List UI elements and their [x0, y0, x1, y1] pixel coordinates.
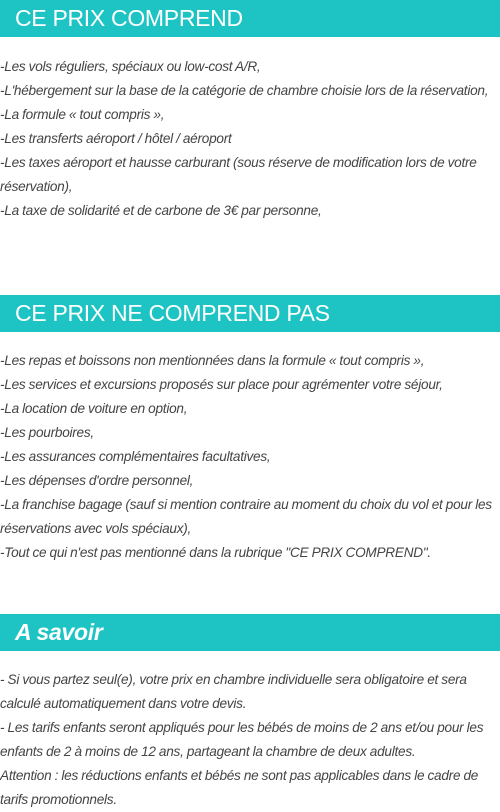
list-item: -La franchise bagage (sauf si mention contraire au moment du choix du vol et pour les réservations avec vols spéciaux), [0, 497, 492, 536]
list-item: -Les services et excursions proposés sur place pour agrémenter votre séjour, [0, 377, 443, 392]
list-item: -Tout ce qui n'est pas mentionné dans la rubrique "CE PRIX COMPREND". [0, 545, 431, 560]
list-item: -Les repas et boissons non mentionnées dans la formule « tout compris », [0, 353, 425, 368]
list-item: -Les pourboires, [0, 425, 94, 440]
good-to-know-list [0, 668, 500, 812]
list-item: -La formule « tout compris », [0, 107, 165, 122]
list-item: Attention : les réductions enfants et bébés ne sont pas applicables dans le cadre de tarifs promotionnels. [0, 768, 479, 807]
list-item: - Les tarifs enfants seront appliqués pour les bébés de moins de 2 ans et/ou pour les enfants de 2 à moins de 12 ans, partageant la chambre de deux adultes. [0, 720, 484, 759]
section-title-not-included: CE PRIX NE COMPREND PAS [15, 300, 330, 326]
list-item: -La taxe de solidarité et de carbone de 3€ par personne, [0, 203, 322, 218]
list-item: -Les taxes aéroport et hausse carburant (sous réserve de modification lors de votre réservation), [0, 155, 477, 194]
list-item: -L'hébergement sur la base de la catégorie de chambre choisie lors de la réservation, [0, 83, 489, 98]
list-item: -Les transferts aéroport / hôtel / aéroport [0, 131, 232, 146]
section-title-included: CE PRIX COMPREND [15, 5, 243, 31]
section-header-not-included [0, 295, 500, 332]
list-item: -Les dépenses d'ordre personnel, [0, 473, 194, 488]
section-header-included [0, 0, 500, 37]
list-item: -La location de voiture en option, [0, 401, 188, 416]
list-item: -Les assurances complémentaires facultatives, [0, 449, 271, 464]
list-item: -Les vols réguliers, spéciaux ou low-cost A/R, [0, 59, 261, 74]
list-item: - Si vous partez seul(e), votre prix en chambre individuelle sera obligatoire et sera calculé automatiquement dans votre devis. [0, 672, 467, 711]
section-header-good-to-know [0, 614, 500, 651]
included-list [0, 55, 500, 223]
section-title-good-to-know: A savoir [15, 619, 103, 645]
not-included-list [0, 349, 500, 565]
